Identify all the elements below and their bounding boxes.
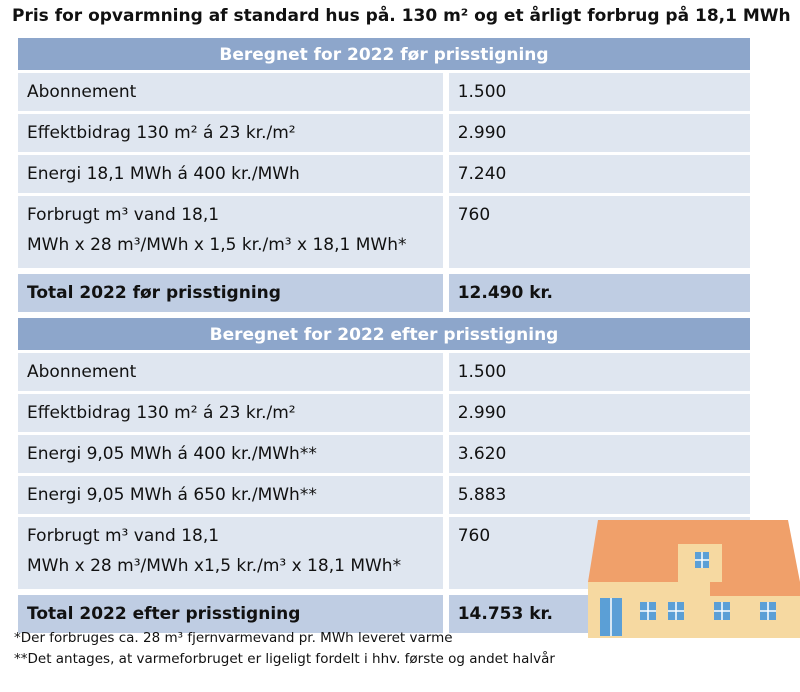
row-label: Effektbidrag 130 m² á 23 kr./m² (18, 394, 449, 435)
total-value: 14.753 kr. (449, 595, 750, 636)
table-row (18, 73, 750, 114)
table-header-row (18, 318, 750, 353)
footnote: *Der forbruges ca. 28 m³ fjernvarmevand pr. MWh leveret varme (14, 630, 453, 646)
table-header-row (18, 38, 750, 73)
row-label: Effektbidrag 130 m² á 23 kr./m² (18, 114, 449, 155)
row-label-line1: Forbrugt m³ vand 18,1 (27, 526, 220, 546)
table-row (18, 476, 750, 517)
table-row (18, 394, 750, 435)
row-value: 5.883 (449, 476, 750, 517)
row-label (18, 196, 449, 271)
row-label-line2: MWh x 28 m³/MWh x 1,5 kr./m³ x 18,1 MWh* (27, 235, 407, 255)
row-label-line1: Forbrugt m³ vand 18,1 (27, 205, 220, 225)
row-value: 1.500 (449, 73, 750, 114)
table-row (18, 196, 750, 271)
footnotes (14, 628, 555, 670)
row-label-line2: MWh x 28 m³/MWh x1,5 kr./m³ x 18,1 MWh* (27, 556, 402, 576)
total-row (18, 274, 750, 315)
table-row (18, 435, 750, 476)
window (760, 602, 776, 620)
section-header: Beregnet for 2022 før prisstigning (18, 38, 750, 73)
row-value: 760 (449, 517, 750, 592)
table-row (18, 114, 750, 155)
row-label: Energi 9,05 MWh á 650 kr./MWh** (18, 476, 449, 517)
total-value: 12.490 kr. (449, 274, 750, 315)
house-illustration (584, 520, 800, 638)
window (668, 602, 684, 620)
row-label (18, 517, 449, 592)
row-label: Abonnement (18, 73, 449, 114)
dormer-window (695, 552, 709, 568)
table-row (18, 155, 750, 196)
row-value: 1.500 (449, 353, 750, 394)
section-header: Beregnet for 2022 efter prisstigning (18, 318, 750, 353)
row-value: 760 (449, 196, 750, 271)
window (714, 602, 730, 620)
table-row (18, 353, 750, 394)
row-value: 7.240 (449, 155, 750, 196)
row-label: Energi 18,1 MWh á 400 kr./MWh (18, 155, 449, 196)
window (640, 602, 656, 620)
roof-extension (710, 582, 800, 596)
row-value: 2.990 (449, 114, 750, 155)
total-label: Total 2022 før prisstigning (18, 274, 449, 315)
row-label: Abonnement (18, 353, 449, 394)
footnote: **Det antages, at varmeforbruget er ligeligt fordelt i hhv. første og andet halvår (14, 651, 555, 667)
price-table-before (18, 38, 750, 315)
door (600, 598, 622, 636)
page-title: Pris for opvarmning af standard hus på. 130 m² og et årligt forbrug på 18,1 MWh (12, 6, 791, 26)
row-value: 2.990 (449, 394, 750, 435)
row-label: Energi 9,05 MWh á 400 kr./MWh** (18, 435, 449, 476)
row-value: 3.620 (449, 435, 750, 476)
total-label: Total 2022 efter prisstigning (18, 595, 449, 636)
